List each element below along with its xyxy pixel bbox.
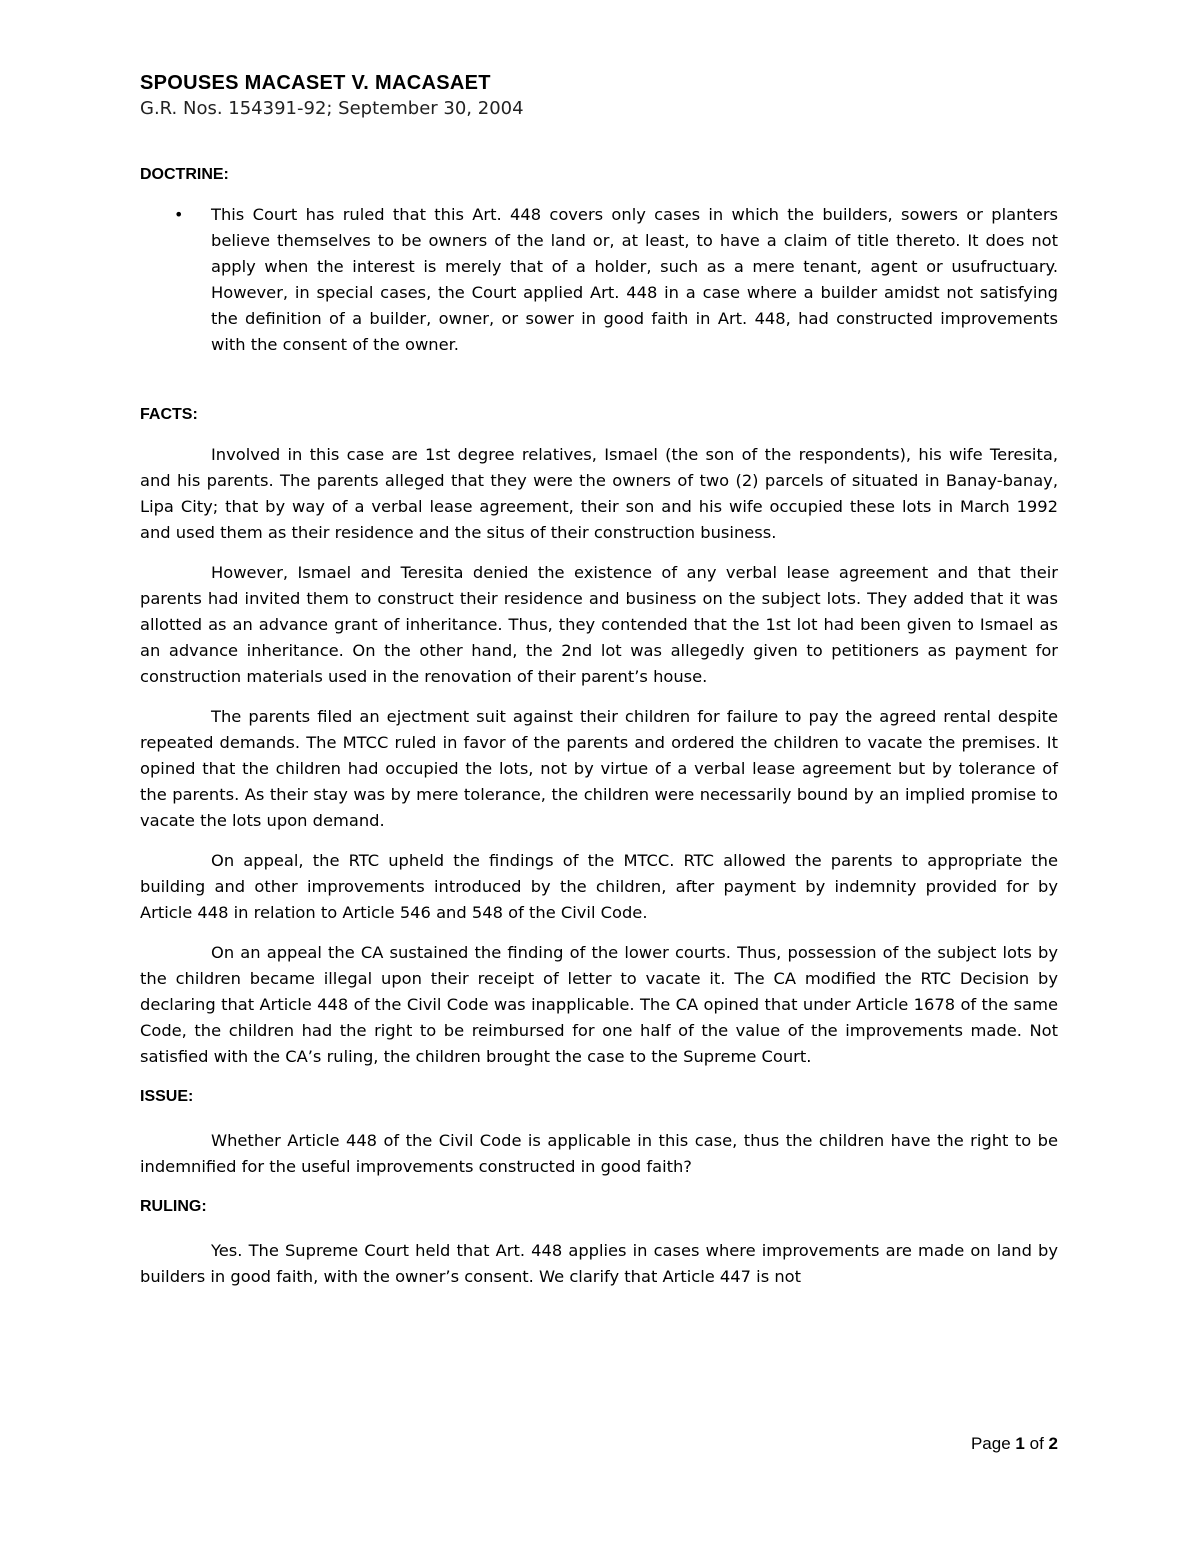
page-label: Page [970, 1434, 1011, 1453]
doctrine-list [140, 202, 1058, 358]
facts-paragraph: The parents filed an ejectment suit against their children for failure to pay the agreed rental despite repeated demands. The MTCC ruled in favor of the parents and ordered the children to vacate the premises. It opined that the children had occupied the lots, not by virtue of a verbal lease agreement but by tolerance of the parents. As their stay was by mere tolerance, the children were necessarily bound by an implied promise to vacate the lots upon demand. [140, 707, 1058, 830]
issue-heading: ISSUE: [140, 1088, 194, 1105]
doctrine-item [140, 202, 1058, 358]
case-title: SPOUSES MACASET V. MACASAET [140, 72, 491, 94]
bullet-icon: • [174, 205, 184, 224]
issue-paragraph: Whether Article 448 of the Civil Code is applicable in this case, thus the children have the right to be indemnified for the useful improvements constructed in good faith? [140, 1131, 1058, 1176]
current-page: 1 [1015, 1434, 1025, 1453]
total-pages: 2 [1048, 1434, 1058, 1453]
page-number [971, 1433, 1058, 1455]
doctrine-heading: DOCTRINE: [140, 166, 229, 183]
ruling-paragraph: Yes. The Supreme Court held that Art. 448 applies in cases where improvements are made on land by builders in good faith, with the owner’s consent. We clarify that Article 447 is not [140, 1241, 1058, 1286]
facts-paragraph: Involved in this case are 1st degree relatives, Ismael (the son of the respondents), his wife Teresita, and his parents. The parents alleged that they were the owners of two (2) parcels of situated in Banay-banay, Lipa City; that by way of a verbal lease agreement, their son and his wife occupied these lots in March 1992 and used them as their residence and the situs of their construction business. [140, 445, 1058, 542]
document-content [140, 70, 1058, 1290]
ruling-heading: RULING: [140, 1198, 207, 1215]
facts-heading: FACTS: [140, 406, 198, 423]
doctrine-item-text: This Court has ruled that this Art. 448 covers only cases in which the builders, sowers or planters believe themselves to be owners of the land or, at least, to have a claim of title thereto. It does not apply when the interest is merely that of a holder, such as a mere tenant, agent or usufructuary. However, in special cases, the Court applied Art. 448 in a case where a builder amidst not satisfying the definition of a builder, owner, or sower in good faith in Art. 448, had constructed improvements with the consent of the owner. [211, 205, 1058, 354]
facts-paragraph: On an appeal the CA sustained the finding of the lower courts. Thus, possession of the subject lots by the children became illegal upon their receipt of letter to vacate it. The CA modified the RTC Decision by declaring that Article 448 of the Civil Code was inapplicable. The CA opined that under Article 1678 of the same Code, the children had the right to be reimbursed for one half of the value of the improvements made. Not satisfied with the CA’s ruling, the children brought the case to the Supreme Court. [140, 943, 1058, 1066]
case-citation: G.R. Nos. 154391-92; September 30, 2004 [140, 98, 524, 119]
facts-paragraph: On appeal, the RTC upheld the findings of the MTCC. RTC allowed the parents to appropriate the building and other improvements introduced by the children, after payment by indemnity provided for by Article 448 in relation to Article 546 and 548 of the Civil Code. [140, 851, 1058, 922]
of-label: of [1029, 1434, 1044, 1453]
facts-paragraph: However, Ismael and Teresita denied the existence of any verbal lease agreement and that their parents had invited them to construct their residence and business on the subject lots. They added that it was allotted as an advance grant of inheritance. Thus, they contended that the 1st lot had been given to Ismael as an advance inheritance. On the other hand, the 2nd lot was allegedly given to petitioners as payment for construction materials used in the renovation of their parent’s house. [140, 563, 1058, 686]
